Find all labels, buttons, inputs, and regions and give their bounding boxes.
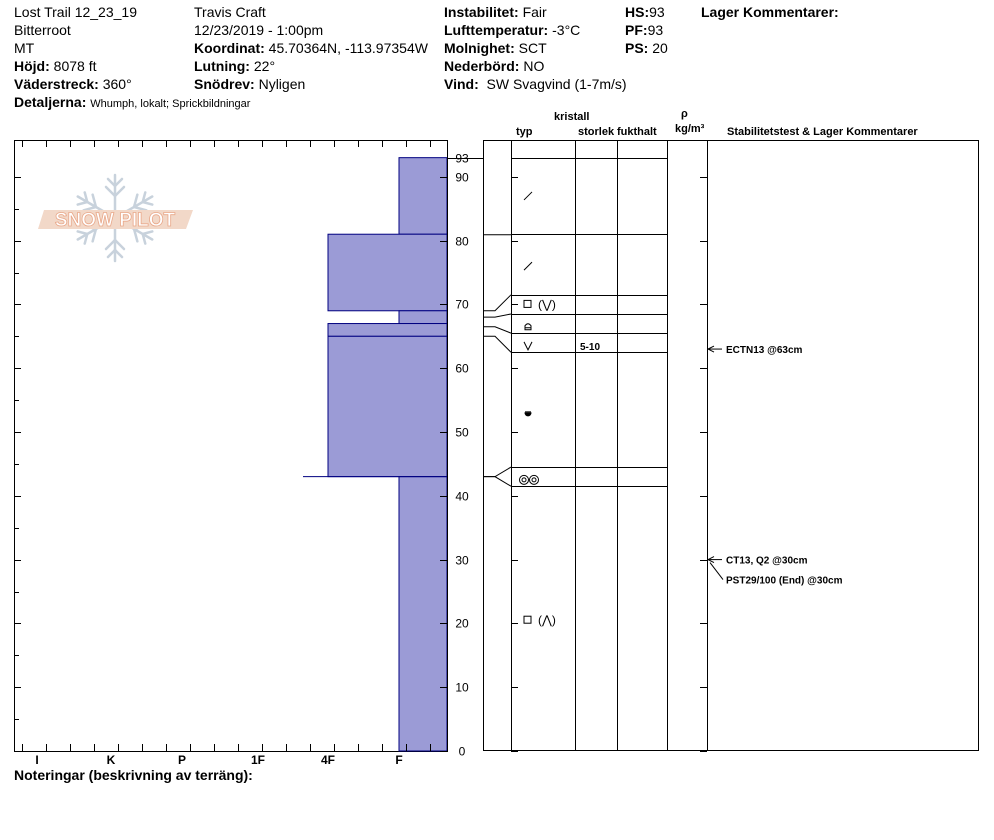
layer-comments-heading: Lager Kommentarer: (701, 4, 839, 20)
hardness-label: P (177, 753, 187, 767)
details-label: Detaljerna: (14, 94, 87, 110)
precip-value: NO (523, 58, 545, 74)
surface-depth-label: 93 (455, 151, 469, 166)
ring-outer (530, 475, 539, 484)
crystal-symbol-icon (524, 262, 532, 270)
depth-label: 0 (458, 744, 466, 759)
rho-heading: ρ (681, 108, 688, 120)
layer-connector-lines (483, 235, 511, 487)
test-arrow-icon (708, 557, 722, 563)
density-unit-heading: kg/m³ (675, 123, 705, 135)
stability-test-label: ECTN13 @63cm (726, 345, 803, 357)
precip-label: Nederbörd: (444, 58, 520, 74)
state: MT (14, 40, 35, 56)
hardness-bars (303, 158, 447, 751)
crystal-symbol-icon (524, 342, 532, 350)
details-value: Whumph, lokalt; Sprickbildningar (90, 98, 251, 110)
crystal-heading: kristall (554, 111, 590, 123)
ring-inner (532, 478, 536, 482)
sky-value: SCT (518, 40, 547, 56)
mountain-range: Bitterroot (14, 22, 71, 38)
hardness-bar (399, 311, 447, 324)
moisture-heading: fukthalt (617, 126, 657, 138)
hardness-bar (328, 234, 447, 311)
wind-value: SW Svagvind (1-7m/s) (486, 76, 627, 92)
stability-value: Fair (522, 4, 547, 20)
snowpilot-logo (38, 175, 193, 261)
connector-line (483, 295, 511, 311)
crystal-size: 5-10 (580, 341, 601, 353)
wind-label: Vind: (444, 76, 479, 92)
hs-label: HS: (625, 4, 650, 20)
hardness-label: I (35, 753, 39, 767)
crust-glyph (525, 324, 531, 330)
crystal-symbol-icon (525, 412, 531, 416)
hardness-bar (399, 158, 447, 235)
depth-label: 90 (455, 170, 469, 185)
crystal-symbol-icon (525, 324, 531, 330)
coordinates-value: 45.70364N, -113.97354W (268, 40, 428, 56)
depth-label: 20 (455, 616, 469, 631)
stability-test-label: CT13, Q2 @30cm (726, 555, 808, 567)
elevation-value: 8078 ft (53, 58, 97, 74)
sky-label: Molnighet: (444, 40, 515, 56)
hardness-bar (328, 324, 447, 337)
type-heading: typ (516, 126, 533, 138)
datetime: 12/23/2019 - 1:00pm (194, 22, 324, 38)
airtemp-value: -3°C (552, 22, 581, 38)
crystal-symbol-icon (524, 297, 556, 311)
stability-label: Instabilitet: (444, 4, 519, 20)
aspect-value: 360° (102, 76, 132, 92)
hardness-label: 1F (250, 753, 266, 767)
slope-value: 22° (253, 58, 276, 74)
ps-value: 20 (652, 40, 668, 56)
square-glyph (524, 616, 531, 623)
elevation-label: Höjd: (14, 58, 50, 74)
depth-label: 60 (455, 361, 469, 376)
depth-label: 10 (455, 680, 469, 695)
depth-label: 40 (455, 489, 469, 504)
stability-tests (708, 345, 843, 587)
drift-value: Nyligen (258, 76, 306, 92)
hardness-bar (328, 336, 447, 476)
layer-boundary-lines (511, 159, 667, 487)
ring-inner (522, 478, 526, 482)
depth-label: 50 (455, 425, 469, 440)
connector-line (483, 467, 511, 477)
aspect-label: Väderstreck: (14, 76, 99, 92)
hardness-bar (399, 477, 447, 751)
connector-line (483, 327, 511, 333)
slash-stroke (524, 192, 532, 200)
connector-line (483, 336, 511, 352)
crystal-symbol-icon (520, 475, 539, 484)
pf-value: 93 (647, 22, 664, 38)
depth-label: 80 (455, 234, 469, 249)
stability-depth-ticks (511, 178, 707, 752)
square-glyph (524, 300, 531, 307)
pf-label: PF: (625, 22, 648, 38)
drift-label: Snödrev: (194, 76, 255, 92)
notes-label: Noteringar (beskrivning av terräng): (14, 767, 253, 783)
hardness-label: F (395, 753, 403, 767)
airtemp-label: Lufttemperatur: (444, 22, 549, 38)
crystal-symbols (520, 192, 601, 627)
depth-label: 30 (455, 553, 469, 568)
v-glyph (524, 342, 532, 350)
hardness-label: 4F (320, 753, 336, 767)
site-name: Lost Trail 12_23_19 (14, 4, 137, 20)
ps-label: PS: (625, 40, 649, 56)
ring-outer (520, 475, 529, 484)
logo-text: SNOW PILOT (54, 210, 176, 231)
size-heading: storlek (578, 126, 615, 138)
coordinates-label: Koordinat: (194, 40, 265, 56)
paren-glyph: (⋀) (538, 613, 556, 628)
depth-label: 70 (455, 297, 469, 312)
test-arrow-icon (710, 563, 723, 580)
connector-line (483, 314, 511, 317)
hardness-label: K (106, 753, 116, 767)
crystal-symbol-icon (524, 613, 556, 627)
melt-glyph (525, 413, 531, 416)
arrow-shaft (710, 563, 723, 580)
crystal-table (484, 140, 979, 751)
crystal-symbol-icon (524, 192, 532, 200)
slash-stroke (524, 262, 532, 270)
paren-glyph: (⋁) (538, 297, 556, 312)
slope-label: Lutning: (194, 58, 250, 74)
observer: Travis Craft (194, 4, 266, 20)
hs-value: 93 (649, 4, 665, 20)
connector-line (483, 477, 511, 487)
stability-heading: Stabilitetstest & Lager Kommentarer (727, 126, 918, 138)
test-arrow-icon (708, 346, 722, 352)
hardness-axis-labels (23, 744, 431, 767)
stability-test-label: PST29/100 (End) @30cm (726, 575, 843, 587)
